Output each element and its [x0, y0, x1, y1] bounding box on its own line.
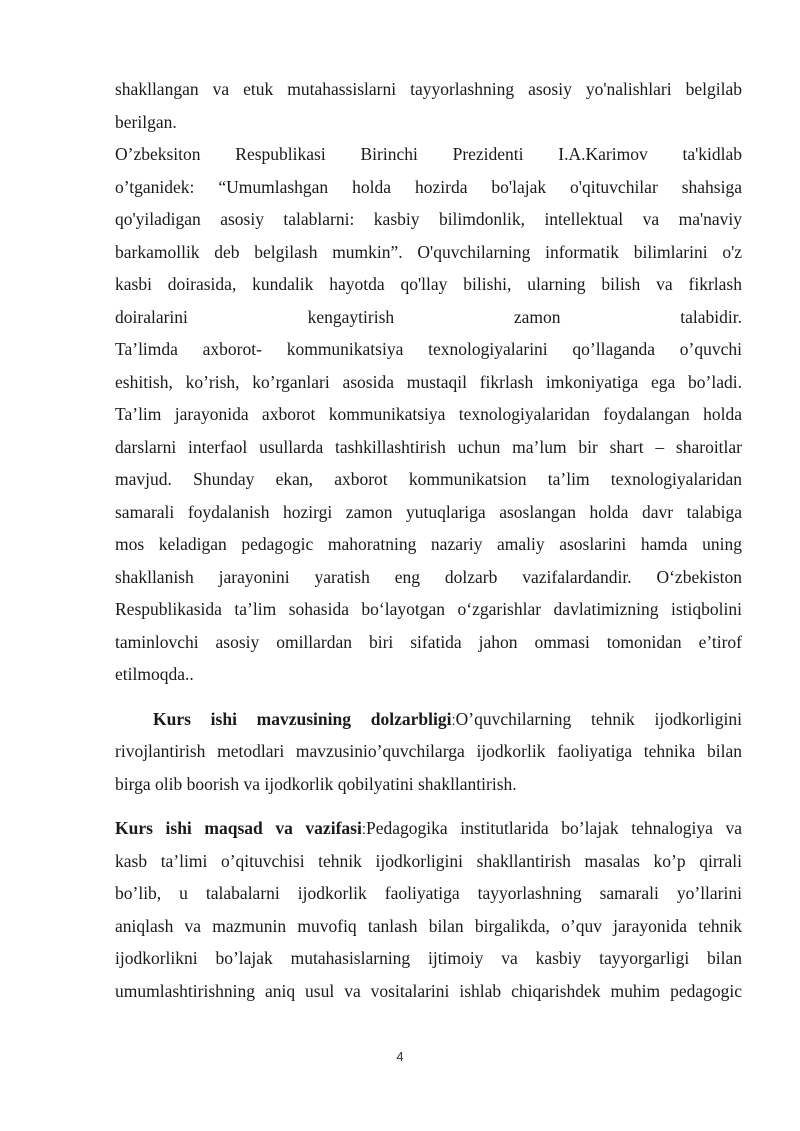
text-line: berilgan.	[115, 111, 177, 132]
paragraph-intro	[115, 73, 742, 138]
heading-colon: :	[361, 821, 366, 838]
heading-colon: :	[451, 711, 456, 729]
document-page	[115, 73, 742, 1007]
heading-line-rest: O’quvchilarning tehnik ijodkorligini	[455, 708, 742, 729]
text-line: kasbi doirasida, kundalik hayotda qo'llay bilishi, ularning bilish va fikrlash	[115, 274, 742, 294]
paragraph-ict-education	[115, 333, 742, 691]
text-line: doiralarini kengaytirish zamon talabidir.	[115, 306, 742, 327]
section-heading-goals: Kurs ishi maqsad va vazifasi	[115, 818, 362, 838]
text-line: samarali foydalanish hozirgi zamon yutuqlariga asoslangan holda davr talabiga	[115, 501, 742, 522]
text-line: Ta’lim jarayonida axborot kommunikatsiya texnologiyalaridan foydalangan holda	[115, 404, 742, 424]
text-line: bo’lib, u talabalarni ijodkorlik faoliyatiga tayyorlashning samarali yo’llarini	[115, 883, 742, 903]
text-line: etilmoqda..	[115, 664, 194, 684]
text-line: kasb ta’limi o’qituvchisi tehnik ijodkorligini shakllantirish masalas ko’p qirrali	[115, 850, 742, 871]
text-line	[115, 812, 742, 845]
text-line: birga olib boorish va ijodkorlik qobilyatini shakllantirish.	[115, 773, 517, 794]
text-line: taminlovchi asosiy omillardan biri sifatida jahon ommasi tomonidan e’tirof	[115, 631, 742, 652]
text-line: shakllanish jarayonini yaratish eng dolzarb vazifalardandir. O‘zbekiston	[115, 566, 742, 587]
text-line	[115, 703, 742, 736]
text-line: shakllangan va etuk mutahassislarni tayyorlashning asosiy yo'nalishlari belgilab	[115, 79, 742, 99]
paragraph-karimov-quote	[115, 138, 742, 333]
text-line: eshitish, ko’rish, ko’rganlari asosida mustaqil fikrlash imkoniyatiga ega bo’ladi.	[115, 371, 742, 392]
text-line: Respublikasida ta’lim sohasida bo‘layotgan o‘zgarishlar davlatimizning istiqbolini	[115, 599, 742, 619]
text-line: O’zbeksiton Respublikasi Birinchi Prezidenti I.A.Karimov ta'kidlab	[115, 144, 742, 164]
section-heading-relevance: Kurs ishi mavzusining dolzarbligi	[153, 708, 452, 729]
text-line: o’tganidek: “Umumlashgan holda hozirda bo'lajak o'qituvchilar shahsiga	[115, 176, 742, 197]
text-line: ijodkorlikni bo’lajak mutahasislarning ijtimoiy va kasbiy tayyorgarligi bilan	[115, 948, 742, 968]
text-line: darslarni interfaol usullarda tashkillashtirish uchun ma’lum bir shart – sharoitlar	[115, 436, 742, 457]
text-line: barkamollik deb belgilash mumkin”. O'quvchilarning informatik bilimlarini o'z	[115, 241, 742, 262]
text-line: qo'yiladigan asosiy talablarni: kasbiy bilimdonlik, intellektual va ma'naviy	[115, 209, 742, 229]
paragraph-relevance	[115, 703, 742, 801]
text-line: rivojlantirish metodlari mavzusinio’quvchilarga ijodkorlik faoliyatiga tehnika bilan	[115, 741, 742, 761]
text-line: Ta’limda axborot- kommunikatsiya texnologiyalarini qo’llaganda o’quvchi	[115, 339, 742, 359]
text-line: mavjud. Shunday ekan, axborot kommunikatsion ta’lim texnologiyalaridan	[115, 469, 742, 489]
text-line: aniqlash va mazmunin muvofiq tanlash bilan birgalikda, o’quv jarayonida tehnik	[115, 915, 742, 936]
text-line: umumlashtirishning aniq usul va vositalarini ishlab chiqarishdek muhim pedagogic	[115, 980, 742, 1001]
text-line: mos keladigan pedagogic mahoratning nazariy amaliy asoslarini hamda uning	[115, 534, 742, 554]
page-number: 4	[396, 1049, 404, 1064]
heading-line-rest: Pedagogika institutlarida bo’lajak tehnalogiya va	[366, 818, 742, 838]
paragraph-goals	[115, 812, 742, 1007]
